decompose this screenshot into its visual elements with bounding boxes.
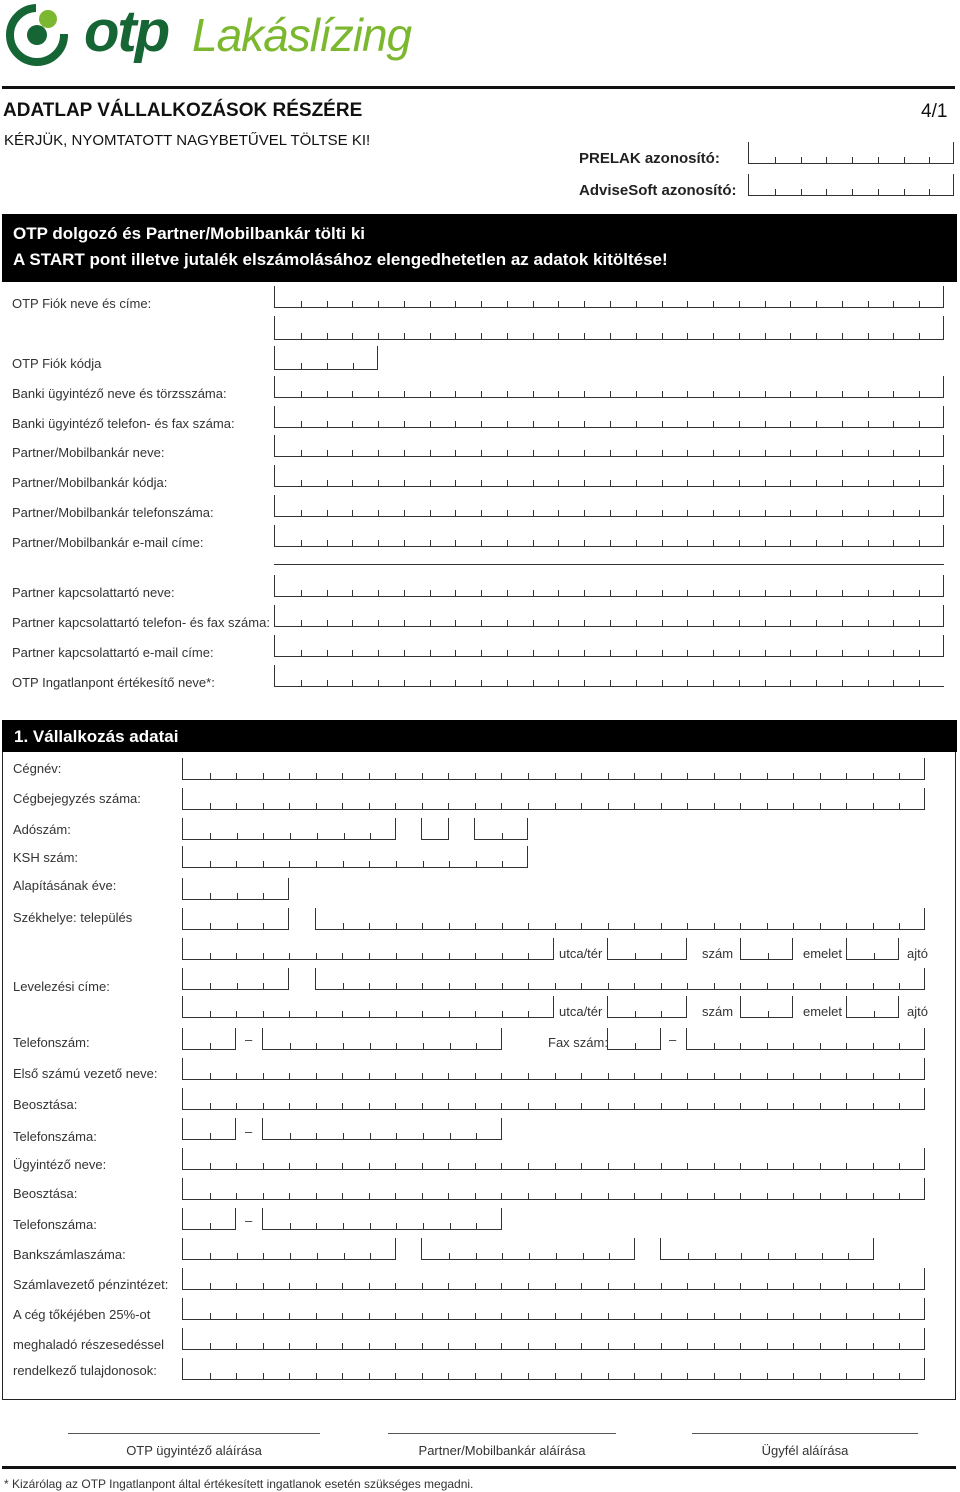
beosztas-2-input[interactable]	[182, 1178, 925, 1200]
tulaj-input-1[interactable]	[182, 1298, 925, 1320]
label-szekhely: Székhelye: település	[13, 910, 133, 925]
label-levelezesi: Levelezési címe:	[13, 979, 110, 994]
levelezesi-utca-input[interactable]	[182, 996, 554, 1018]
fax-szam-input[interactable]	[686, 1028, 925, 1050]
company-section-heading-text: 1. Vállalkozás adatai	[14, 727, 179, 746]
beosztas-1-input[interactable]	[182, 1088, 925, 1110]
label-szam-1: szám	[702, 946, 734, 961]
company-section-heading	[2, 720, 957, 752]
kapcs-email-input[interactable]	[274, 635, 944, 657]
ugyintezo-nev-input[interactable]	[274, 376, 944, 398]
partner-tel-input[interactable]	[274, 495, 944, 517]
label-fiok-kod: OTP Fiók kódja	[12, 356, 102, 371]
label-tulaj-2: meghaladó részesedéssel	[13, 1337, 165, 1352]
label-partner-kod: Partner/Mobilbankár kódja:	[12, 475, 168, 490]
telefonszama-1-szam-input[interactable]	[262, 1118, 502, 1140]
levelezesi-emelet-input[interactable]	[846, 996, 899, 1018]
cegjegyzek-input[interactable]	[182, 788, 925, 810]
levelezesi-utcater-input[interactable]	[607, 996, 687, 1018]
label-bankszamla: Bankszámlaszáma:	[13, 1247, 126, 1262]
footnote: * Kizárólag az OTP Ingatlanpont által értékesített ingatlanok esetén szükséges megadni.	[4, 1477, 474, 1491]
header-divider	[2, 86, 955, 89]
phone-dash-3: –	[245, 1213, 253, 1228]
vezeto-input[interactable]	[182, 1058, 925, 1080]
label-vezeto: Első számú vezető neve:	[13, 1066, 158, 1081]
signature-line-otp	[68, 1433, 320, 1434]
fiok-nev-input-1[interactable]	[274, 286, 944, 308]
label-penzintezet: Számlavezető pénzintézet:	[13, 1277, 169, 1292]
signature-line-client	[692, 1433, 918, 1434]
otp-section-heading-line1: OTP dolgozó és Partner/Mobilbankár tölti ki	[13, 224, 366, 243]
alapitas-input[interactable]	[182, 878, 289, 900]
label-tulaj-1: A cég tőkéjében 25%-ot	[13, 1307, 151, 1322]
levelezesi-irsz-input[interactable]	[182, 968, 289, 990]
levelezesi-szam-input[interactable]	[740, 996, 793, 1018]
adoszam-input-3[interactable]	[474, 818, 528, 840]
szekhely-szam-input[interactable]	[740, 938, 793, 960]
label-emelet-1: emelet	[803, 946, 843, 961]
form-instruction: KÉRJÜK, NYOMTATOTT NAGYBETŰVEL TÖLTSE KI!	[4, 132, 371, 149]
label-partner-tel: Partner/Mobilbankár telefonszáma:	[12, 505, 214, 520]
szekhely-emelet-input[interactable]	[846, 938, 899, 960]
label-ertekesito: OTP Ingatlanpont értékesítő neve*:	[12, 675, 215, 690]
label-ajto-2: ajtó	[907, 1004, 928, 1019]
footer-divider	[2, 1466, 956, 1469]
label-telefonszama-2: Telefonszáma:	[13, 1217, 97, 1232]
label-utca-2: utca/tér	[559, 1004, 603, 1019]
label-kapcs-email: Partner kapcsolattartó e-mail címe:	[12, 645, 214, 660]
prelak-input[interactable]	[748, 142, 954, 164]
signature-line-partner	[388, 1433, 616, 1434]
szekhely-telepules-input[interactable]	[315, 908, 925, 930]
signature-label-client: Ügyfél aláírása	[761, 1443, 849, 1458]
ksh-input[interactable]	[182, 846, 528, 868]
signature-label-otp: OTP ügyintéző aláírása	[126, 1443, 262, 1458]
bankszamla-input-1[interactable]	[182, 1238, 396, 1260]
label-partner-nev: Partner/Mobilbankár neve:	[12, 445, 165, 460]
phone-dash-1: –	[245, 1032, 253, 1047]
partner-email-input[interactable]	[274, 525, 944, 547]
telefonszama-1-korzet-input[interactable]	[182, 1118, 236, 1140]
otp-section-heading-line2: A START pont illetve jutalék elszámolásához elengedhetetlen az adatok kitöltése!	[13, 250, 668, 269]
penzintezet-input[interactable]	[182, 1268, 925, 1290]
kapcs-nev-input[interactable]	[274, 575, 944, 597]
ugyintezo-tel-input[interactable]	[274, 406, 944, 428]
page-number: 4/1	[921, 101, 948, 122]
tulaj-input-2[interactable]	[182, 1328, 925, 1350]
label-beosztas-1: Beosztása:	[13, 1097, 78, 1112]
otp-section-heading	[2, 214, 957, 282]
bankszamla-input-2[interactable]	[421, 1238, 635, 1260]
szekhely-utcater-input[interactable]	[607, 938, 687, 960]
ugyintezo-input[interactable]	[182, 1148, 925, 1170]
levelezesi-telepules-input[interactable]	[315, 968, 925, 990]
label-ugyintezo: Ügyintéző neve:	[13, 1157, 107, 1172]
ertekesito-input[interactable]	[274, 665, 944, 687]
adoszam-input-1[interactable]	[182, 818, 396, 840]
fax-korzet-input[interactable]	[607, 1028, 661, 1050]
label-telefon: Telefonszám:	[13, 1035, 90, 1050]
adoszam-input-2[interactable]	[421, 818, 449, 840]
phone-dash-2: –	[245, 1124, 253, 1139]
advisesoft-label: AdviseSoft azonosító:	[579, 182, 737, 199]
section-divider	[274, 564, 944, 565]
label-kapcs-tel: Partner kapcsolattartó telefon- és fax száma:	[12, 615, 270, 630]
label-fax: Fax szám:	[548, 1035, 608, 1050]
label-adoszam: Adószám:	[13, 822, 71, 837]
label-cegnev: Cégnév:	[13, 761, 62, 776]
label-beosztas-2: Beosztása:	[13, 1186, 78, 1201]
label-ksh: KSH szám:	[13, 850, 79, 865]
bankszamla-input-3[interactable]	[660, 1238, 874, 1260]
tulaj-input-3[interactable]	[182, 1358, 925, 1380]
prelak-label: PRELAK azonosító:	[579, 150, 720, 167]
telefonszama-2-szam-input[interactable]	[262, 1208, 502, 1230]
form-title: ADATLAP VÁLLALKOZÁSOK RÉSZÉRE	[3, 100, 363, 121]
fax-dash: –	[669, 1032, 677, 1047]
szekhely-irsz-input[interactable]	[182, 908, 289, 930]
fiok-nev-input-2[interactable]	[274, 316, 944, 340]
label-alapitas: Alapításának éve:	[13, 878, 117, 893]
telefon-korzet-input[interactable]	[182, 1028, 236, 1050]
label-tulaj-3: rendelkező tulajdonosok:	[13, 1363, 157, 1378]
label-emelet-2: emelet	[803, 1004, 843, 1019]
otp-logo-icon	[6, 4, 68, 66]
advisesoft-input[interactable]	[748, 174, 954, 196]
signature-label-partner: Partner/Mobilbankár aláírása	[418, 1443, 586, 1458]
label-fiok-nev: OTP Fiók neve és címe:	[12, 296, 152, 311]
label-szam-2: szám	[702, 1004, 734, 1019]
label-telefonszama-1: Telefonszáma:	[13, 1129, 97, 1144]
label-kapcs-nev: Partner kapcsolattartó neve:	[12, 585, 175, 600]
partner-kod-input[interactable]	[274, 465, 944, 487]
label-ugyintezo-tel: Banki ügyintéző telefon- és fax száma:	[12, 416, 235, 431]
kapcs-tel-input[interactable]	[274, 605, 944, 627]
label-partner-email: Partner/Mobilbankár e-mail címe:	[12, 535, 204, 550]
cegnev-input[interactable]	[182, 758, 925, 780]
telefonszama-2-korzet-input[interactable]	[182, 1208, 236, 1230]
partner-nev-input[interactable]	[274, 435, 944, 457]
label-cegjegyzek: Cégbejegyzés száma:	[13, 791, 141, 806]
label-utca-1: utca/tér	[559, 946, 603, 961]
label-ajto-1: ajtó	[907, 946, 928, 961]
label-ugyintezo-nev: Banki ügyintéző neve és törzsszáma:	[12, 386, 227, 401]
logo-otp-text: otp	[84, 0, 169, 64]
telefon-szam-input[interactable]	[262, 1028, 502, 1050]
szekhely-utca-input[interactable]	[182, 938, 554, 960]
fiok-kod-input[interactable]	[274, 346, 378, 370]
logo-lakaslizing-text: Lakáslízing	[192, 9, 412, 61]
